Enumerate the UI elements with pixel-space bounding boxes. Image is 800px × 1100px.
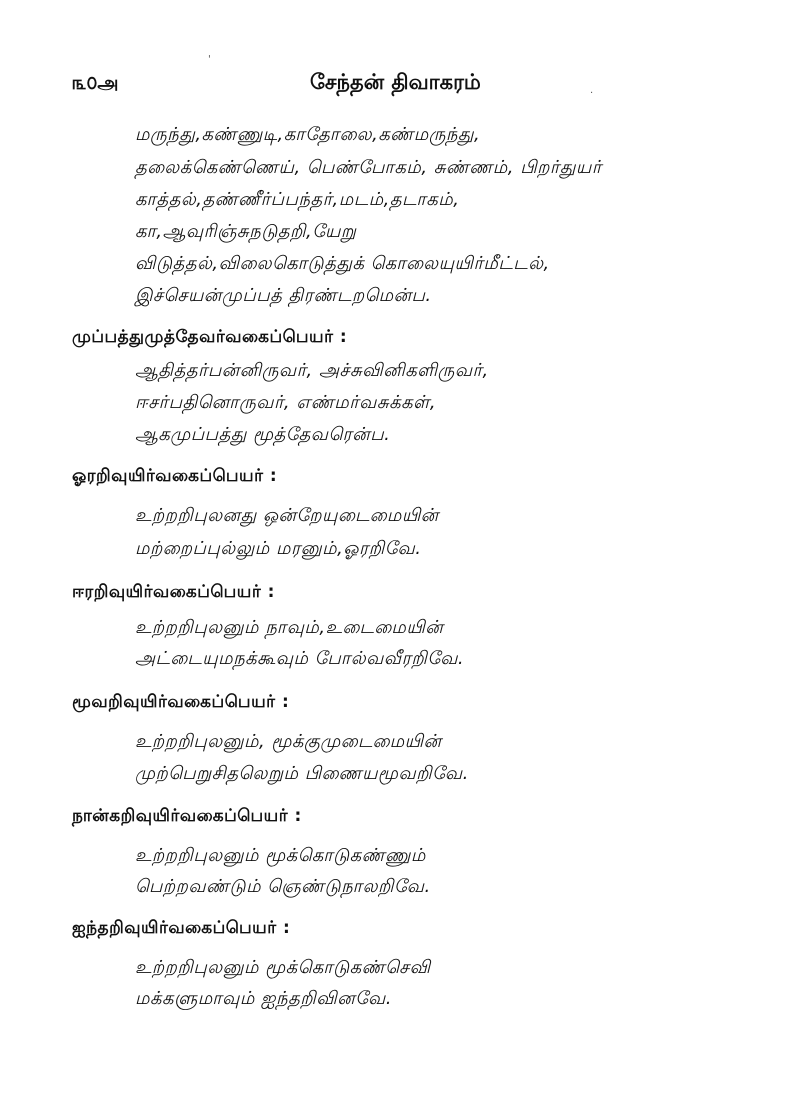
verse-line: விடுத்தல்,விலைகொடுத்துக் கொலையுயிர்மீட்டல், (135, 253, 550, 274)
section-heading: மூவறிவுயிர்வகைப்பெயர் : (72, 692, 290, 712)
verse-line: பெற்றவண்டும் ஞெண்டுநாலறிவே. (135, 876, 431, 897)
verse-line: மக்களுமாவும் ஐந்தறிவினவே. (135, 988, 392, 1009)
verse-line: மற்றைப்புல்லும் மரனும்,ஓரறிவே. (135, 538, 422, 559)
print-speck: · (590, 88, 594, 99)
running-title: சேந்தன் திவாகரம் (310, 70, 481, 94)
verse-line: ஈசர்பதினொருவர், எண்மர்வசுக்கள், (135, 392, 437, 413)
verse-line: உற்றறிபுலனும் மூக்கொடுகண்ணும் (135, 845, 426, 866)
section-heading: ஈரறிவுயிர்வகைப்பெயர் : (72, 582, 275, 602)
verse-line: உற்றறிபுலனும் நாவும்,உடைமையின் (135, 617, 444, 638)
page-number: ௩௦அ (72, 72, 119, 94)
verse-line: தலைக்கெண்ணெய், பெண்போகம், சுண்ணம், பிறர்துயர் (135, 157, 602, 178)
verse-line: உற்றறிபுலனும், மூக்குமுடைமையின் (135, 731, 442, 752)
verse-line: ஆகமுப்பத்து மூத்தேவரென்ப. (135, 424, 391, 445)
verse-line: அட்டையுமநக்கூவும் போல்வவீரறிவே. (135, 648, 465, 669)
verse-line: கா,ஆவுரிஞ்சுநடுதறி,யேறு (135, 221, 357, 242)
section-heading: ஐந்தறிவுயிர்வகைப்பெயர் : (72, 918, 291, 938)
print-speck: ' (208, 54, 211, 65)
section-heading: முப்பத்துமுத்தேவர்வகைப்பெயர் : (72, 327, 348, 347)
verse-line: மருந்து,கண்ணுடி,காதோலை,கண்மருந்து, (135, 124, 481, 145)
verse-line: இச்செயன்முப்பத் திரண்டறமென்ப. (135, 285, 432, 306)
verse-line: ஆதித்தர்பன்னிருவர், அச்சுவினிகளிருவர், (135, 360, 489, 381)
section-heading: நான்கறிவுயிர்வகைப்பெயர் : (72, 806, 302, 826)
verse-line: உற்றறிபுலனது ஒன்றேயுடைமையின் (135, 505, 439, 526)
verse-line: காத்தல்,தண்ணீர்ப்பந்தர்,மடம்,தடாகம், (135, 189, 460, 210)
verse-line: முற்பெறுசிதலெறும் பிணையமூவறிவே. (135, 763, 469, 784)
section-heading: ஓரறிவுயிர்வகைப்பெயர் : (72, 466, 278, 486)
verse-line: உற்றறிபுலனும் மூக்கொடுகண்செவி (135, 957, 431, 978)
